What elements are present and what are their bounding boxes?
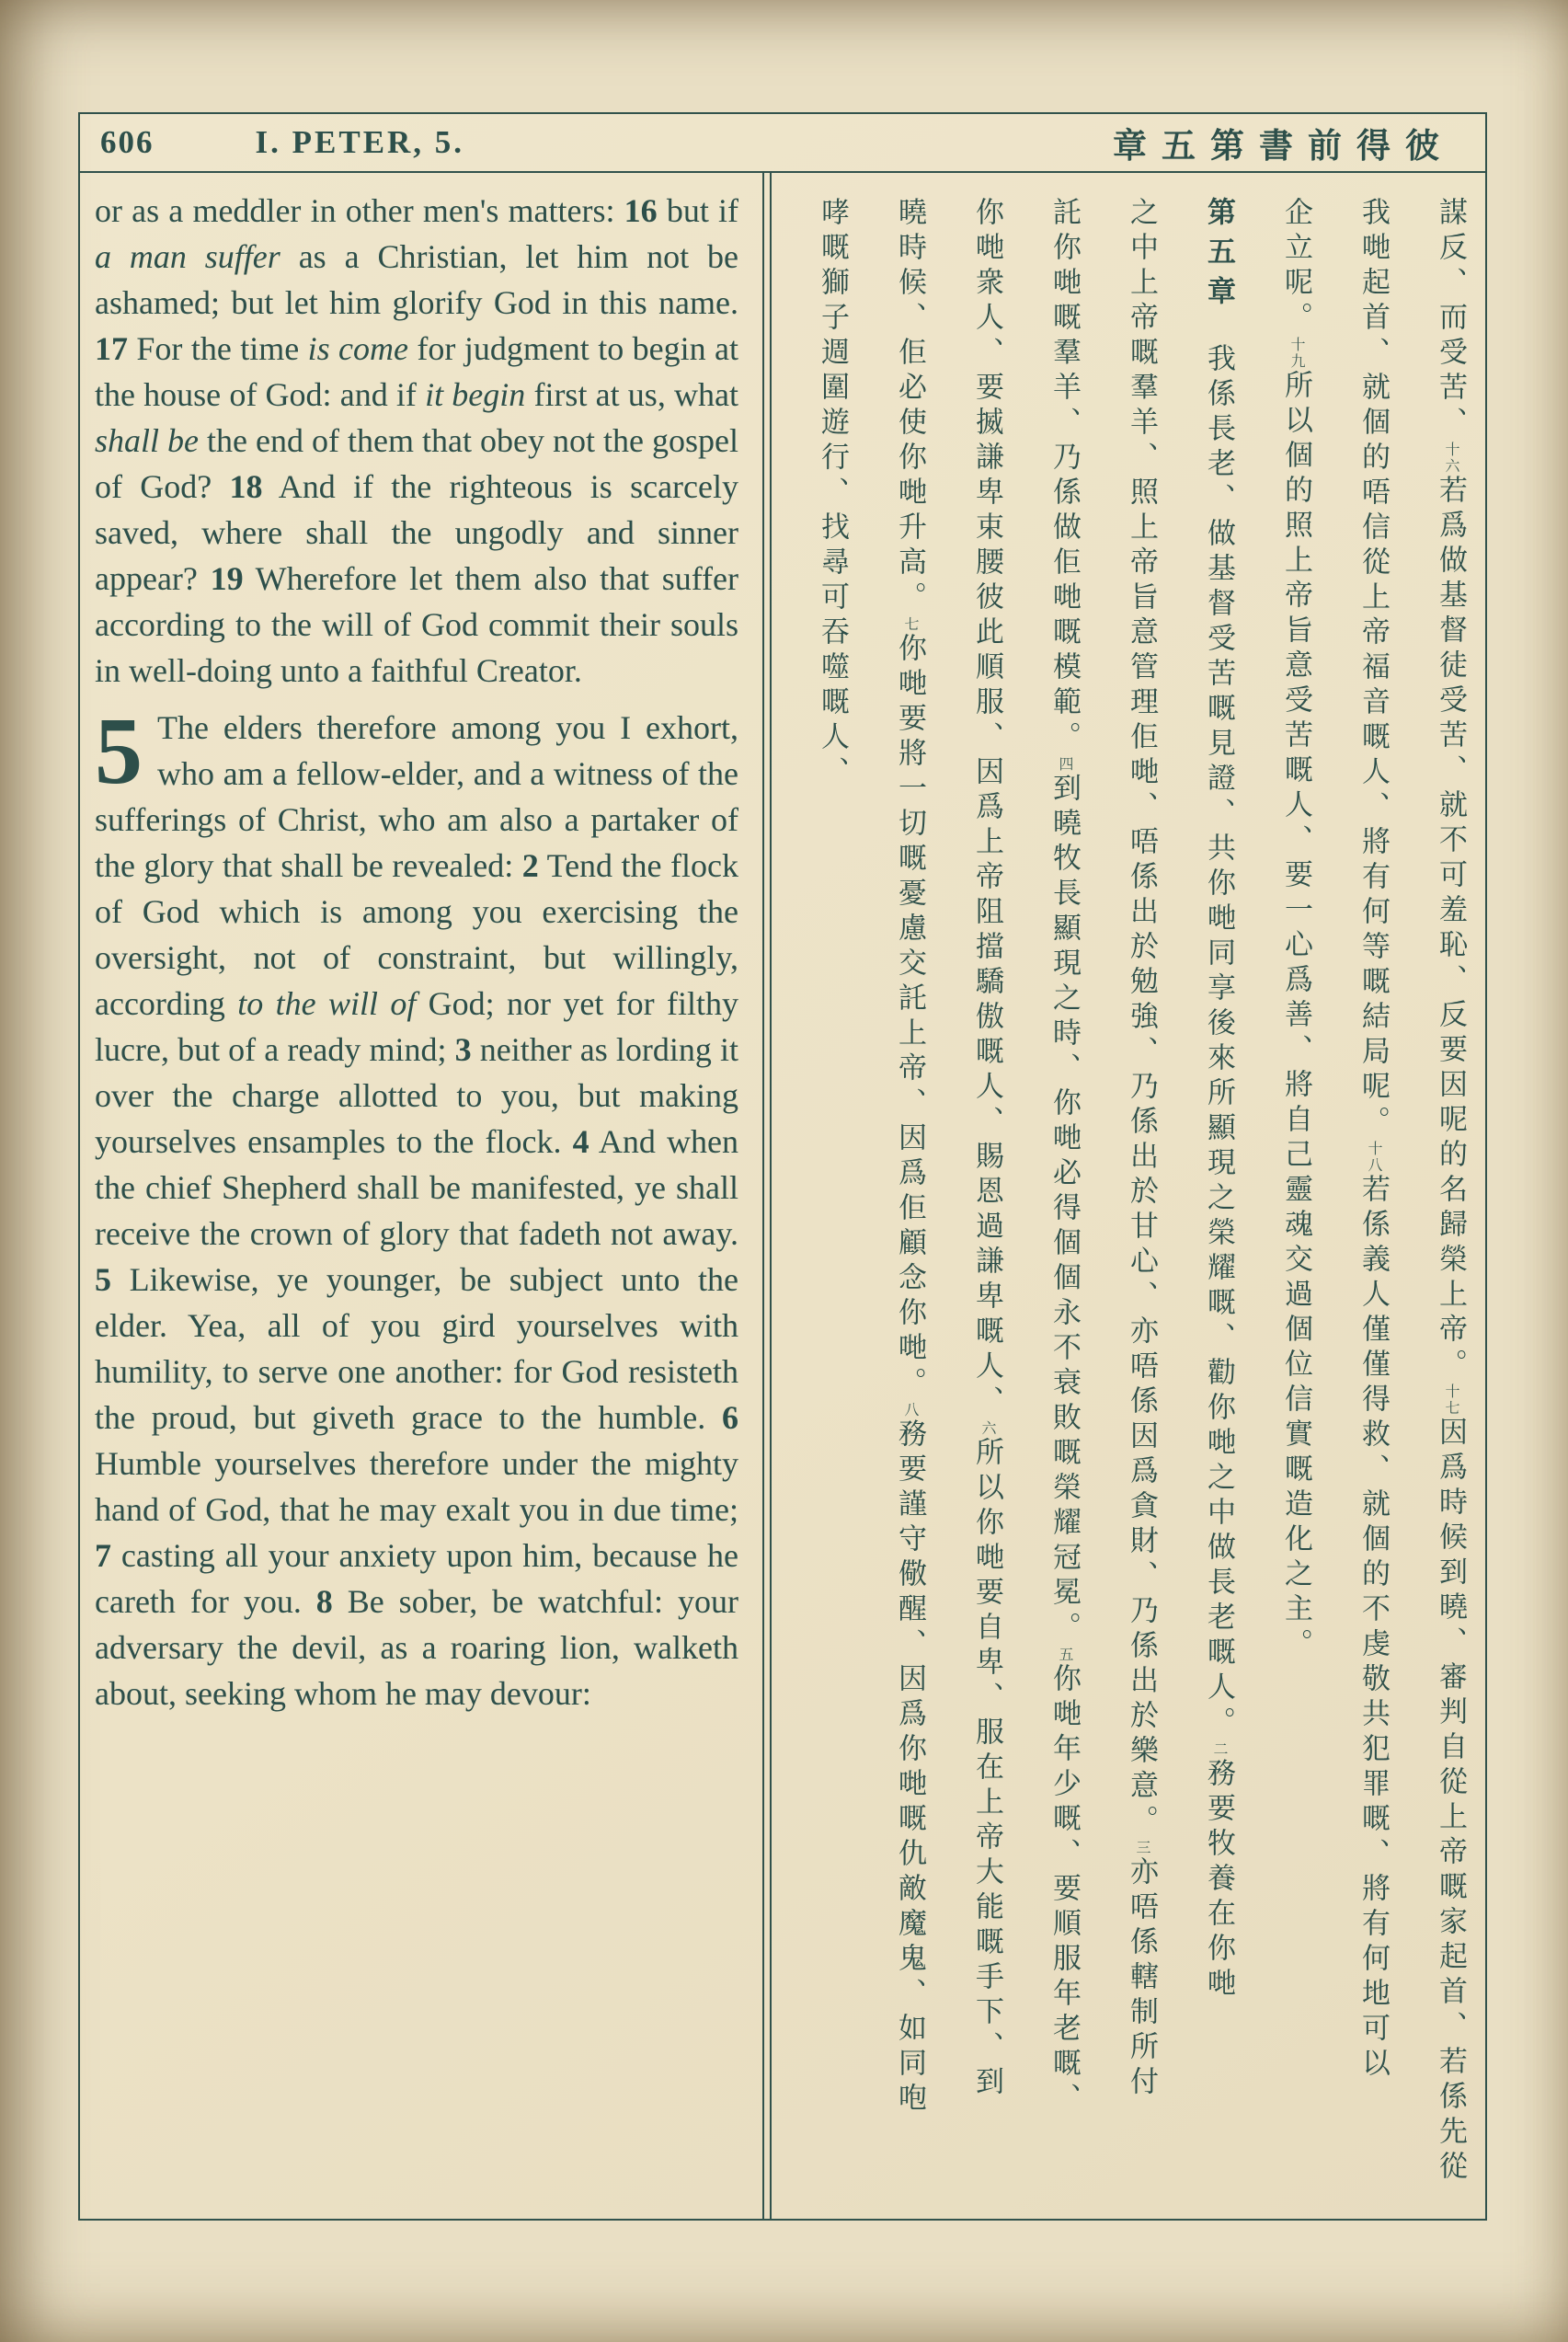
verse-text: casting all your anxiety upon him, because he careth for you.	[95, 1537, 738, 1620]
verse-text: The elders therefore among you I exhort, who am a fellow-elder, and a witness of the sufferings of Christ, who am also a partaker of the glory that shall be revealed:	[95, 709, 738, 884]
chinese-text-column	[1276, 197, 1316, 2200]
verse-number: 6	[722, 1399, 738, 1436]
chinese-verse-number: 十八	[1366, 1141, 1381, 1174]
verse-text: first at us, what	[525, 376, 738, 413]
verse-text: God; nor yet for filthy lucre, but of a ready mind;	[95, 985, 738, 1068]
book-page	[78, 112, 1487, 2221]
chinese-column-area	[772, 173, 1485, 2219]
verse-number: 18	[229, 468, 263, 505]
verse-text: And if the righteous is scarcely saved, where shall the ungodly and sinner appear?	[95, 468, 738, 597]
verse-text: Be sober, be watchful: your adversary the devil, as a roaring lion, walketh about, seeking whom he may devour:	[95, 1583, 738, 1712]
chinese-verse-text: 你哋衆人、要揻謙卑束腰彼此順服、因爲上帝阻擋驕傲嘅人、賜恩過謙卑嘅人、	[971, 197, 1003, 1420]
chinese-verse-text: 務要牧養在你哋	[1203, 1758, 1235, 2003]
verse-text: for judgment to begin at the house of God: and if	[95, 330, 738, 413]
verse-text: it begin	[425, 376, 526, 413]
verse-text: but if	[657, 192, 738, 229]
page-content	[80, 173, 1485, 2219]
chinese-text-column	[1198, 197, 1239, 2200]
verse-number: 3	[454, 1031, 472, 1068]
chinese-verse-text: 務要謹守儆醒、因爲你哋嘅仇敵魔鬼、如同咆	[894, 1418, 926, 2118]
verse-number: 2	[521, 847, 539, 884]
english-paragraph	[95, 698, 739, 1716]
verse-text: For the time	[128, 330, 308, 367]
chinese-verse-text: 謀反、而受苦、	[1435, 197, 1467, 442]
verse-number: 7	[95, 1537, 111, 1574]
page-header	[80, 114, 1485, 173]
verse-text: to the will of	[237, 985, 417, 1022]
chinese-verse-text: 你哋要將一切嘅憂慮交託上帝、因爲佢顧念你哋。	[894, 633, 926, 1402]
chinese-verse-text: 哮嘅獅子週圍遊行、找尋可吞噬嘅人、	[817, 197, 849, 791]
page-number: 606	[100, 124, 155, 160]
chinese-verse-text: 亦唔係轄制所付	[1126, 1856, 1158, 2101]
chinese-text-column	[1121, 197, 1162, 2200]
chinese-verse-number: 十九	[1288, 337, 1304, 370]
chinese-text-column	[812, 197, 853, 2200]
verse-text: a man suffer	[95, 238, 280, 275]
chinese-verse-number: 十七	[1443, 1383, 1459, 1417]
verse-number: 5	[95, 1261, 111, 1298]
chinese-verse-text: 之中上帝嘅羣羊、照上帝旨意管理佢哋、唔係出於勉強、乃係出於甘心、亦唔係因爲貪財、乃係出於樂意。	[1126, 197, 1158, 1840]
chinese-verse-number: 三	[1134, 1840, 1150, 1856]
chinese-verse-text: 你哋年少嘅、要順服年老嘅、	[1048, 1663, 1081, 2118]
chinese-verse-number: 十六	[1443, 442, 1459, 475]
chinese-text-column	[889, 197, 930, 2200]
verse-text: as a Christian, let him not be ashamed; but let him glorify God in this name.	[95, 238, 738, 321]
chinese-verse-number: 七	[902, 616, 918, 633]
verse-text: or as a meddler in other men's matters:	[95, 192, 624, 229]
header-title-english: I. PETER, 5.	[255, 124, 465, 160]
verse-number: 17	[95, 330, 128, 367]
chapter-number-drop-cap: 5	[95, 698, 143, 804]
chinese-chapter-heading: 第五章	[1203, 197, 1235, 316]
chinese-verse-text: 若爲做基督徒受苦、就不可羞恥、反要因呢的名歸榮上帝。	[1435, 475, 1467, 1383]
verse-number: 19	[210, 560, 244, 597]
chinese-text-column	[1353, 197, 1393, 2200]
chinese-text-column	[967, 197, 1007, 2200]
chinese-verse-text: 企立呢。	[1280, 197, 1312, 337]
chinese-verse-number: 四	[1057, 756, 1072, 773]
verse-text: Likewise, ye younger, be subject unto the elder. Yea, all of you gird yourselves with humility, to serve one another: for God resisteth the proud, but giveth grace to the humble.	[95, 1261, 738, 1436]
verse-text: Humble yourselves therefore under the mighty hand of God, that he may exalt you in due time;	[95, 1445, 738, 1528]
chinese-verse-text: 若係義人僅僅得救、就個的不虔敬共犯罪嘅、將有何地可以	[1357, 1174, 1390, 2083]
verse-text: the end of them that obey not the gospel of God?	[95, 422, 738, 505]
chinese-verse-text: 所以你哋要自卑、服在上帝大能嘅手下、到	[971, 1437, 1003, 2101]
verse-text: shall be	[95, 422, 200, 459]
english-column	[80, 173, 762, 2219]
chinese-text-column	[1044, 197, 1084, 2200]
chinese-verse-text: 因爲時候到曉、審判自從上帝嘅家起首、若係先從	[1435, 1417, 1467, 2186]
chinese-text-column	[1430, 197, 1471, 2200]
chinese-verse-text: 託你哋嘅羣羊、乃係做佢哋嘅模範。	[1048, 197, 1081, 756]
english-paragraph	[95, 188, 738, 694]
chinese-verse-number: 六	[979, 1420, 995, 1437]
chinese-verse-text: 所以個的照上帝旨意受苦嘅人、要一心爲善、將自己靈魂交過個位信實嘅造化之主。	[1280, 370, 1312, 1663]
column-divider	[762, 173, 772, 2219]
verse-number: 16	[624, 192, 658, 229]
verse-text: Tend the flock of God which is among you exercising the oversight, not of constraint, but willingly, according	[95, 847, 738, 1022]
verse-text: neither as lording it over the charge allotted to you, but making yourselves ensamples to the flock.	[95, 1031, 739, 1160]
chinese-verse-text: 曉時候、佢必使你哋升高。	[894, 197, 926, 616]
chinese-verse-number: 八	[902, 1402, 918, 1418]
chinese-verse-number: 五	[1057, 1647, 1072, 1663]
verse-text: Wherefore let them also that suffer according to the will of God commit their souls in well-doing unto a faithful Creator.	[95, 560, 739, 689]
header-title-chinese: 章五第書前得彼	[1113, 128, 1454, 166]
chinese-verse-text: 到曉牧長顯現之時、你哋必得個個永不衰敗嘅榮耀冠冕。	[1048, 773, 1081, 1647]
chinese-verse-text: 我係長老、做基督受苦嘅見證、共你哋同享後來所顯現之榮耀嘅、勸你哋之中做長老嘅人。	[1203, 343, 1235, 1741]
verse-text: is come	[307, 330, 409, 367]
verse-number: 4	[572, 1123, 589, 1160]
verse-text: And when the chief Shepherd shall be manifested, ye shall receive the crown of glory that fadeth not away.	[95, 1123, 738, 1252]
chinese-verse-number: 二	[1211, 1741, 1227, 1758]
verse-number: 8	[315, 1583, 333, 1620]
chinese-verse-text: 我哋起首、就個的唔信從上帝福音嘅人、將有何等嘅結局呢。	[1357, 197, 1390, 1141]
